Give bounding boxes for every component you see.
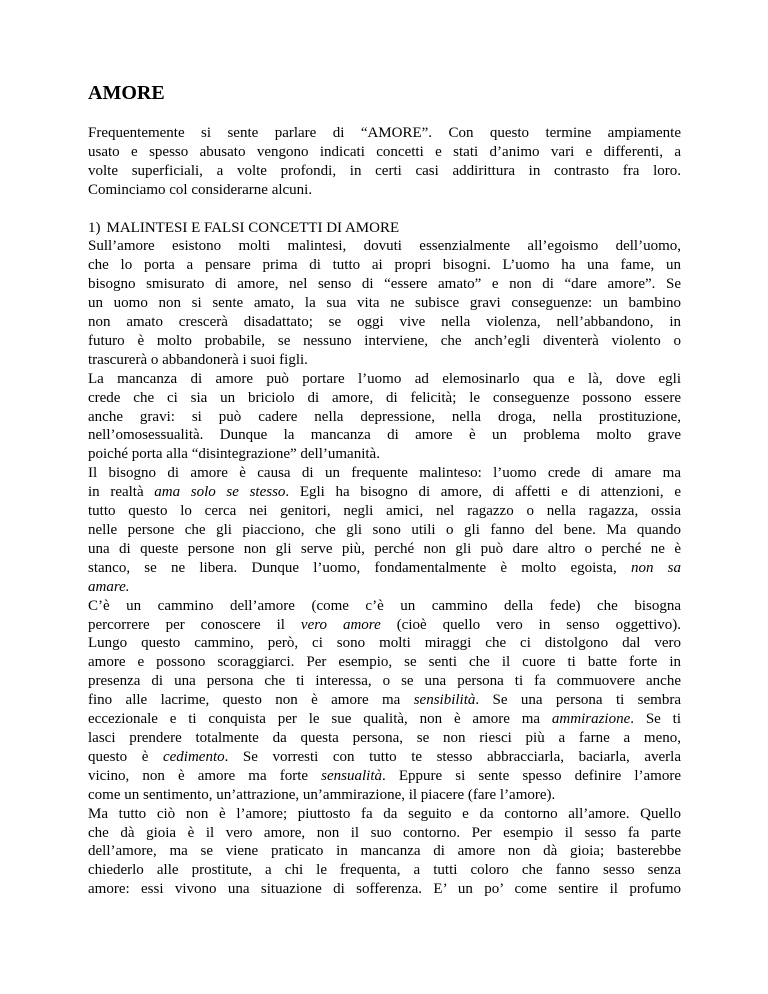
text-line: una di queste persone non gli serve più, perché non gli può dare altro o perché ne è — [88, 540, 681, 557]
text-line — [88, 559, 681, 578]
paragraph — [88, 805, 681, 900]
text-line — [88, 691, 681, 710]
text-line: futuro è molto probabile, se nessuno interviene, che anch’egli diventerà violento o — [88, 332, 681, 349]
section-heading — [88, 219, 681, 238]
text-line — [88, 767, 681, 786]
text-line: C’è un cammino dell’amore (come c’è un cammino della fede) che bisogna — [88, 597, 681, 614]
intro-paragraph — [88, 124, 681, 200]
text-line — [88, 483, 681, 502]
text-line: Il bisogno di amore è causa di un frequente malinteso: l’uomo crede di amare ma — [88, 465, 681, 482]
text-segment: percorrere per conoscere il — [88, 616, 301, 633]
text-line: nelle persone che gli piacciono, che gli sono utili o gli fanno del bene. Ma quando — [88, 522, 681, 539]
text-segment: questo è — [88, 748, 163, 765]
text-segment: . Eppure si sente spesso definire l’amore — [382, 767, 681, 784]
text-line: volte superficiali, a volte profondi, in certi casi addirittura in contrasto fra loro. — [88, 162, 681, 179]
text-line: trascurerà o abbandonerà i suoi figli. — [88, 351, 308, 368]
text-line — [88, 710, 681, 729]
paragraph — [88, 237, 681, 369]
text-line — [88, 578, 681, 597]
text-line: nell’omosessualità. Dunque la mancanza di amore è un problema molto grave — [88, 427, 681, 444]
text-segment: . Se ti — [630, 711, 681, 728]
document-title: AMORE — [88, 82, 165, 104]
text-line: anche gravi: si può cadere nella depressione, nella droga, nella prostituzione, — [88, 408, 681, 425]
text-line — [88, 616, 681, 635]
italic-emphasis: amare. — [88, 578, 130, 595]
text-line: Cominciamo col considerarne alcuni. — [88, 181, 313, 198]
text-line: che lo porta a pensare prima di tutto ai propri bisogni. L’uomo ha una fame, un — [88, 257, 681, 274]
text-line: Frequentemente si sente parlare di “AMORE”. Con questo termine ampiamente — [88, 125, 681, 141]
text-line: amore e possono scoraggiarci. Per esempio, se senti che il cuore ti batte forte in — [88, 654, 681, 671]
text-line: poiché porta alla “disintegrazione” dell’umanità. — [88, 446, 380, 463]
document-content — [88, 82, 681, 899]
text-segment: in realtà — [88, 484, 155, 501]
text-segment: . Se vorresti con tutto te stesso abbracciarla, baciarla, averla — [224, 748, 681, 765]
text-line: non amato crescerà disadattato; se oggi vive nella violenza, nell’abbandono, in — [88, 314, 681, 331]
text-line: un uomo non si sente amato, la sua vita ne subisce gravi conseguenze: un bambino — [88, 295, 681, 312]
italic-emphasis: non sa — [630, 559, 681, 576]
text-line — [88, 748, 681, 767]
text-line: chiederlo alle prostitute, a chi le frequenta, a tutti coloro che fanno sesso senza — [88, 862, 681, 879]
text-line: che dà gioia è il vero amore, non il suo contorno. Per esempio il sesso fa parte — [88, 824, 681, 841]
text-line: amore: essi vivono una situazione di sofferenza. E’ un po’ come sentire il profumo — [88, 881, 681, 898]
paragraph — [88, 370, 681, 465]
text-line: usato e spesso abusato vengono indicati concetti e stati d’animo vari e differenti, a — [88, 143, 681, 160]
text-line: come un sentimento, un’attrazione, un’ammirazione, il piacere (fare l’amore). — [88, 786, 556, 803]
text-segment: (cioè quello vero in senso oggettivo). — [380, 616, 682, 633]
text-line: presenza di una persona che ti interessa, o se una persona ti fa commuovere anche — [88, 673, 681, 690]
text-line: crede che ci sia un briciolo di amore, di felicità; le conseguenze possono essere — [88, 389, 681, 406]
text-segment: fino alle lacrime, questo non è amore ma — [88, 692, 414, 709]
text-line: Ma tutto ciò non è l’amore; piuttosto fa da seguito e da contorno all’amore. Quello — [88, 805, 681, 822]
document-body — [88, 124, 681, 899]
text-segment: eccezionale e ti conquista per le sue qualità, non è amore ma — [88, 711, 552, 728]
italic-emphasis: ama solo se stesso — [154, 484, 286, 501]
text-line: dell’amore, ma se viene praticato in mancanza di amore non dà gioia; basterebbe — [88, 843, 681, 860]
text-line: tutto questo lo cerca nei genitori, negli amici, nel ragazzo o nella ragazza, ossia — [88, 503, 681, 520]
blank-line — [88, 200, 681, 219]
section-number: 1) — [88, 219, 101, 236]
text-line: Sull’amore esistono molti malintesi, dovuti essenzialmente all’egoismo dell’uomo, — [88, 238, 681, 255]
text-line: bisogno smisurato di amore, nel senso di “essere amato” e non di “dare amore”. Se — [88, 276, 681, 293]
text-segment: stanco, se ne libera. Dunque l’uomo, fondamentalmente è molto egoista, — [88, 559, 631, 576]
text-segment: . Egli ha bisogno di amore, di affetti e di attenzioni, e — [285, 484, 681, 501]
text-segment: vicino, non è amore ma forte — [88, 767, 322, 784]
paragraph — [88, 464, 681, 596]
italic-emphasis: vero amore — [300, 616, 381, 633]
text-line: lasci prendere totalmente da questa persona, se non riesci più a farne a meno, — [88, 729, 681, 746]
italic-emphasis: sensibilità — [413, 692, 476, 709]
italic-emphasis: sensualità — [321, 767, 383, 784]
text-line: Lungo questo cammino, però, ci sono molti miraggi che ci distolgono dal vero — [88, 635, 681, 652]
text-segment: . Se una persona ti sembra — [475, 692, 681, 709]
italic-emphasis: cedimento — [162, 748, 225, 765]
paragraph — [88, 597, 681, 805]
italic-emphasis: ammirazione — [551, 711, 631, 728]
section-heading-text: MALINTESI E FALSI CONCETTI DI AMORE — [106, 219, 400, 236]
text-line: La mancanza di amore può portare l’uomo ad elemosinarlo qua e là, dove egli — [88, 370, 681, 387]
